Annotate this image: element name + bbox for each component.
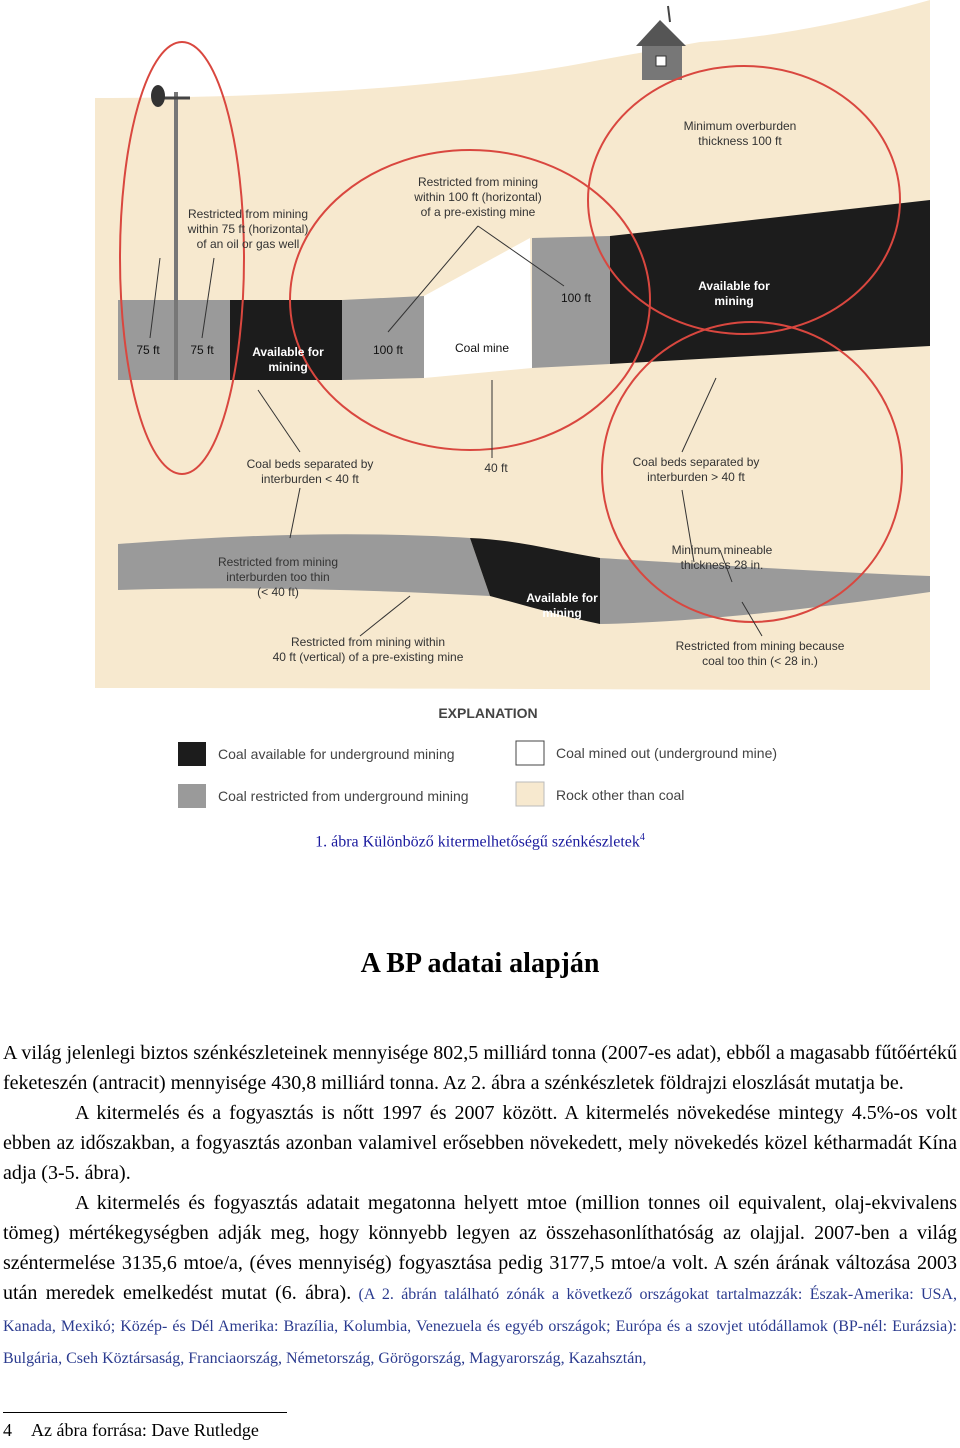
label-line: Restricted from mining <box>417 175 539 189</box>
label-restricted-40ft-vertical <box>273 635 464 664</box>
label-ft100-a: 100 ft <box>372 343 404 357</box>
label-line: thickness 100 ft <box>698 134 782 148</box>
label-beds-lt40 <box>247 457 374 486</box>
paragraph-3 <box>3 1188 957 1374</box>
label-line: Restricted from mining <box>217 555 339 569</box>
legend-item-restricted <box>178 784 469 808</box>
label-line: Minimum mineable <box>671 543 773 557</box>
legend-swatch <box>516 782 544 806</box>
label-line: Restricted from mining within <box>290 635 446 649</box>
legend-swatch <box>178 784 206 808</box>
legend-label: Coal restricted from underground mining <box>218 788 469 804</box>
legend-label: Coal mined out (underground mine) <box>556 745 778 761</box>
label-min-overburden <box>684 119 797 148</box>
label-line: interburden < 40 ft <box>261 472 359 486</box>
footnote <box>3 1420 259 1441</box>
label-line: mining <box>714 294 754 308</box>
figure-caption <box>0 832 960 851</box>
legend-label: Rock other than coal <box>556 787 685 803</box>
caption-text: 1. ábra Különböző kitermelhetőségű szénkészletek <box>315 833 640 851</box>
label-line: mining <box>542 606 582 620</box>
house-icon <box>636 6 686 80</box>
label-line: Coal beds separated by <box>632 455 760 469</box>
legend-swatch <box>178 742 206 766</box>
label-ft75-b: 75 ft <box>190 343 214 357</box>
footnote-text: Az ábra forrása: Dave Rutledge <box>31 1420 259 1440</box>
label-restricted-100ft <box>413 175 541 219</box>
label-line: of an oil or gas well <box>196 237 300 251</box>
label-line: Minimum overburden <box>683 119 797 133</box>
label-ft40: 40 ft <box>484 461 508 475</box>
footnote-number: 4 <box>3 1420 12 1440</box>
label-line: (< 40 ft) <box>257 585 299 599</box>
label-beds-gt40 <box>633 455 760 484</box>
paragraph-3-note: (A 2. ábrán található zónák a következő országokat tartalmazzák: Észak-Amerika: USA, Kanada, Mexikó; Közép- és Dél Amerika: Brazília, Kolumbia, Venezuela és egyéb országok; Európa és a szovjet utódállamok (BP-nél: Eurázsia): Bulgária, Cseh Köztársaság, Franciaország, Németország, Görögország, Magyarország, Kazahsztán, <box>3 1286 957 1367</box>
label-ft100-b: 100 ft <box>560 291 592 305</box>
label-ft75-a: 75 ft <box>136 343 160 357</box>
legend-item-mined-out <box>516 741 777 765</box>
well-vane-icon <box>151 85 165 107</box>
legend-label: Coal available for underground mining <box>218 746 455 762</box>
label-line: Available for <box>252 345 324 359</box>
label-line: interburden too thin <box>226 570 330 584</box>
label-line: Restricted from mining <box>187 207 309 221</box>
label-line: within 75 ft (horizontal) <box>187 222 309 236</box>
label-line: Restricted from mining because <box>675 639 845 653</box>
legend-swatch <box>516 741 544 765</box>
seam-restricted-100ft-a <box>342 296 424 380</box>
body-text <box>3 1038 957 1374</box>
paragraph-2: A kitermelés és a fogyasztás is nőtt 1997 és 2007 között. A kitermelés növekedése mintegy 4.5%-os volt ebben az időszakban, a fogyasztás azonban valamivel erősebben növekedett, mely növekedés közel kétharmadát Kína adja (3-5. ábra). <box>3 1102 957 1184</box>
legend-item-rock <box>516 782 684 806</box>
label-restricted-75ft <box>187 207 309 251</box>
legend-title: EXPLANATION <box>438 705 538 721</box>
legend-item-available <box>178 742 455 766</box>
label-line: Available for <box>526 591 598 605</box>
label-line: of a pre-existing mine <box>420 205 536 219</box>
footnote-rule <box>3 1412 287 1413</box>
label-coal-mine: Coal mine <box>454 341 510 355</box>
label-line: interburden > 40 ft <box>647 470 745 484</box>
label-line: thickness 28 in. <box>680 558 764 572</box>
label-line: Available for <box>698 279 770 293</box>
label-line: 40 ft (vertical) of a pre-existing mine <box>272 650 464 664</box>
caption-footnote-ref: 4 <box>639 832 645 843</box>
paragraph-3-main: A kitermelés és fogyasztás adatait megatonna helyett mtoe (million tonnes oil equivalent, olaj-ekvivalens tömeg) mértékegységben adják meg, hogy könnyebb legyen az összehasonlíthatóság az olajjal. 2007-ben a világ széntermelése 3135,6 mtoe/a, (éves mennyiség) fogyasztása pedig 3177,5 mtoe/a volt. A szén árának változása 2003 után meredek emelkedést mutat (6. ábra). <box>3 1192 957 1304</box>
label-min-mineable <box>672 543 773 572</box>
label-line: coal too thin (< 28 in.) <box>702 654 818 668</box>
label-line: within 100 ft (horizontal) <box>414 190 542 204</box>
paragraph-1: A világ jelenlegi biztos szénkészleteinek mennyisége 802,5 milliárd tonna (2007-es adat), ebből a magasabb fűtőértékű feketeszén (antracit) mennyisége 430,8 milliárd tonna. Az 2. ábra a szénkészletek földrajzi eloszlását mutatja be. <box>3 1042 957 1094</box>
label-line: Coal beds separated by <box>246 457 374 471</box>
label-line: mining <box>268 360 308 374</box>
section-heading: A BP adatai alapján <box>360 948 600 979</box>
